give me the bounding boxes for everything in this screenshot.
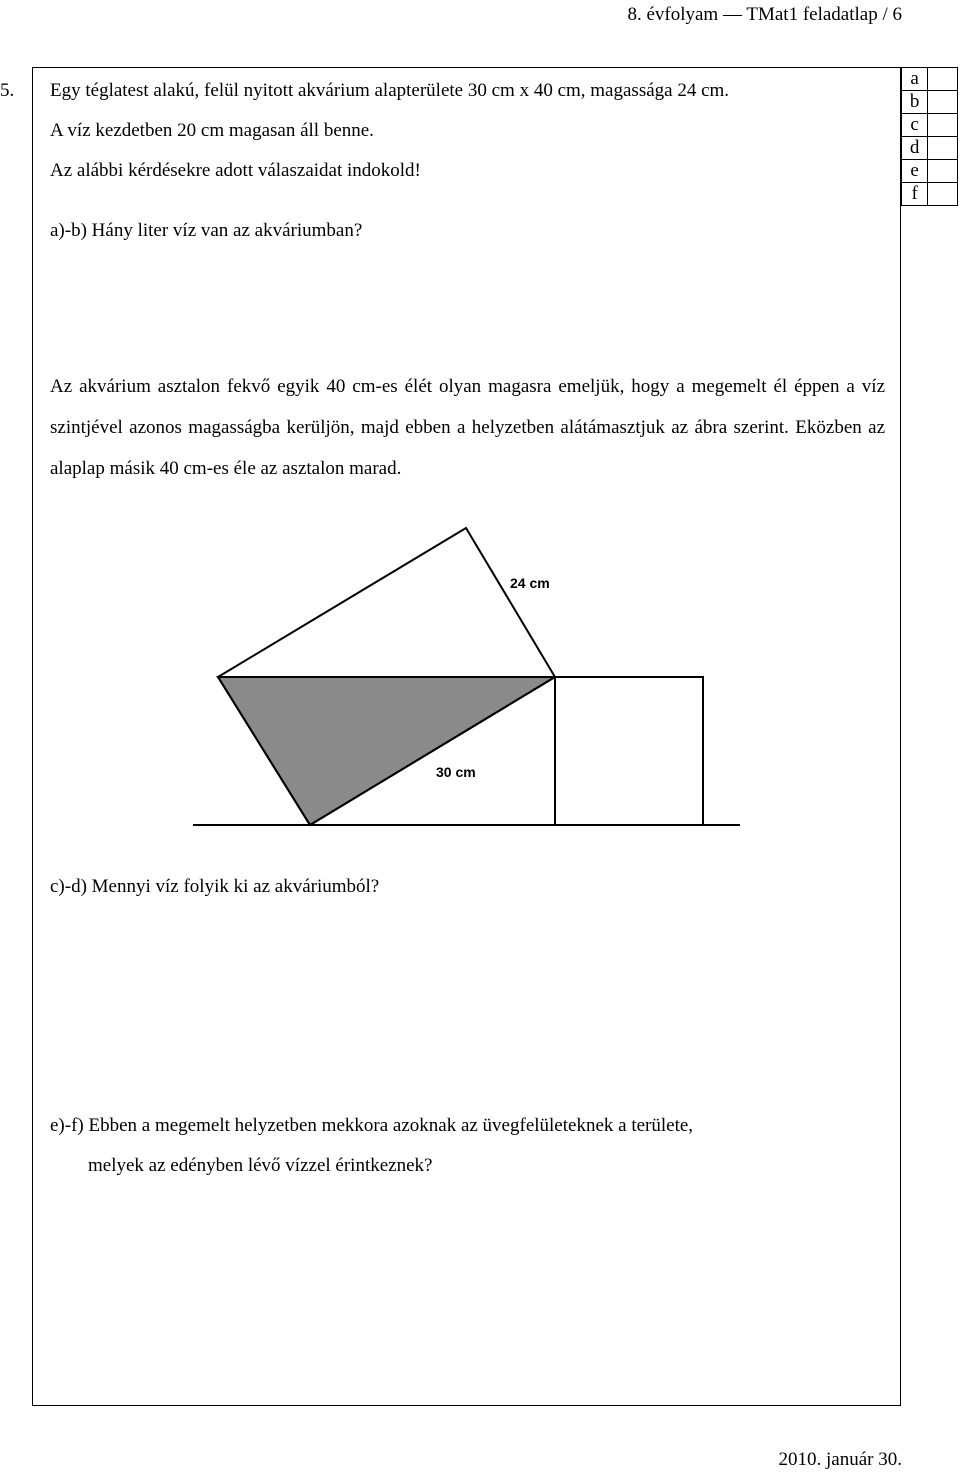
label-30cm: 30 cm [436,764,476,780]
task-line-1: Egy téglatest alakú, felül nyitott akvárium alapterülete 30 cm x 40 cm, magassága 24 cm. [50,80,730,101]
question-ef-line-1: e)-f) Ebben a megemelt helyzetben mekkora azoknak az üvegfelületeknek a területe, [50,1115,694,1136]
question-ef-line-2: melyek az edényben lévő vízzel érintkeznek? [88,1155,433,1176]
task-number: 5. [0,80,15,101]
task-line-2: A víz kezdetben 20 cm magasan áll benne. [50,120,374,141]
problem-paragraph: Az akvárium asztalon fekvő egyik 40 cm-es élét olyan magasra emeljük, hogy a megemelt él éppen a víz szintjével azonos magasságba kerüljön, majd ebben a helyzetben alátámasztjuk az ábra szerint. Eközben az alaplap másik 40 cm-es éle az asztalon marad. [50,376,885,479]
score-label-c: c [902,114,928,137]
aquarium-side-view [555,677,703,825]
label-24cm: 24 cm [510,575,550,591]
water-region [218,677,555,825]
score-label-f: f [902,183,928,206]
task-line-3: Az alábbi kérdésekre adott válaszaidat indokold! [50,160,421,181]
score-label-d: d [902,137,928,160]
score-label-e: e [902,160,928,183]
page-header: 8. évfolyam — TMat1 feladatlap / 6 [627,4,902,25]
question-ab: a)-b) Hány liter víz van az akváriumban? [50,220,363,241]
score-label-a: a [902,68,928,91]
score-label-b: b [902,91,928,114]
question-cd: c)-d) Mennyi víz folyik ki az akváriumból? [50,876,380,897]
footer-date: 2010. január 30. [778,1449,902,1470]
